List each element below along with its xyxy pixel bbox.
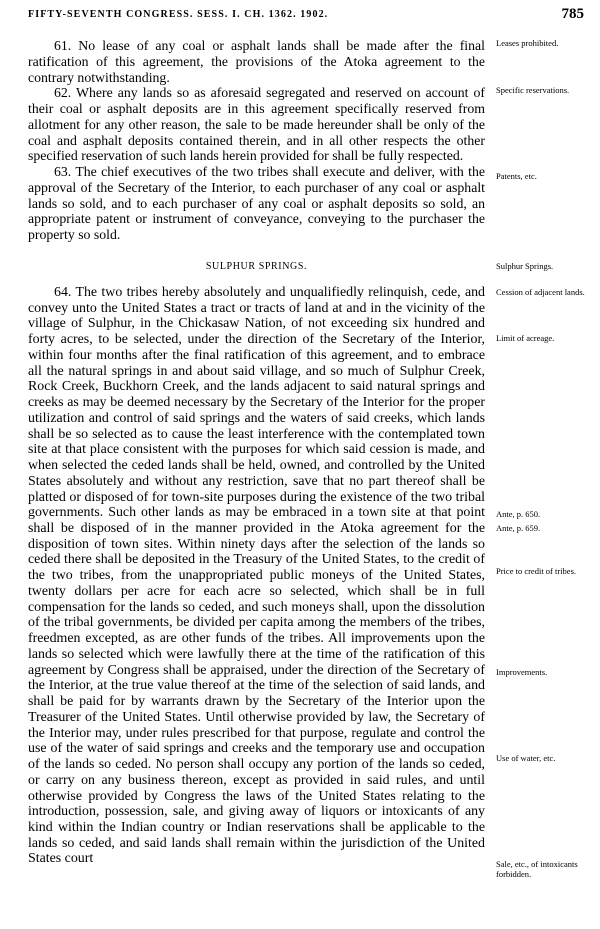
section-body	[28, 285, 485, 867]
margin-note-acreage: Limit of acreage.	[496, 333, 555, 343]
margin-note-intoxicants: Sale, etc., of intoxicants forbidden.	[496, 859, 578, 879]
margin-note-sulphur-springs: Sulphur Springs.	[496, 261, 554, 271]
top-paragraphs	[28, 38, 485, 243]
paragraph-62: 62. Where any lands so as aforesaid segregated and reserved on account of their coal or asphalt deposits are in this agreement specifically reserved from allotment for any other reason, the sale to be made hereunder shall be only of the coal and asphalt deposits contained therein, and in all other respects the other specified reservation of such lands herein provided for shall be fully respected.	[28, 85, 485, 164]
paragraph-61: 61. No lease of any coal or asphalt lands shall be made after the final ratification of this agreement, the provisions of the Atoka agreement to the contrary notwithstanding.	[28, 38, 485, 85]
margin-note-patents: Patents, etc.	[496, 171, 537, 181]
page-number: 785	[561, 6, 584, 22]
margin-note-improvements: Improvements.	[496, 667, 548, 677]
margin-note-ante-650: Ante, p. 650.	[496, 509, 541, 519]
margin-note-price: Price to credit of tribes.	[496, 566, 577, 576]
margin-note-ante-659: Ante, p. 659.	[496, 523, 541, 533]
margin-note-cession: Cession of adjacent lands.	[496, 287, 585, 297]
margin-note-leases: Leases prohibited.	[496, 38, 559, 48]
paragraph-64: 64. The two tribes hereby absolutely and unqualifiedly relinquish, cede, and convey unto the United States a tract or tracts of land at and in the vicinity of the village of Sulphur, in the Chickasaw Nation, of not exceeding six hundred and forty acres, to be selected, under the direction of the Secretary of the Interior, within four months after the final ratification of this agreement, and to embrace all the natural springs in and about said village, and so much of Sulphur Creek, Rock Creek, Buckhorn Creek, and the lands adjacent to said natural springs and creeks as may be deemed necessary by the Secretary of the Interior for the proper utilization and control of said springs and the waters of said creeks, which lands shall be so selected as to cause the least interference with the contemplated town site at that place consistent with the purposes for which said cession is made, and when selected the ceded lands shall be held, owned, and controlled by the United States absolutely and without any restriction, save that no part thereof shall be platted or disposed of for town-site purposes during the existence of the two tribal governments. Such other lands as may be embraced in a town site at that point shall be disposed of in the manner provided in the Atoka agreement for the disposition of town sites. Within ninety days after the selection of the lands so ceded there shall be deposited in the Treasury of the United States, to the credit of the two tribes, from the unappropriated public moneys of the United States, twenty dollars per acre for each acre so selected, which shall be in full compensation for the lands so ceded, and such moneys shall, upon the dissolution of the tribal governments, be divided per capita among the members of the tribes, freedmen excepted, as are other funds of the tribes. All improvements upon the lands so selected which were lawfully there at the time of the ratification of this agreement by Congress shall be appraised, under the direction of the Secretary of the Interior, at the true value thereof at the time of the selection of said lands, and shall be paid for by warrants drawn by the Secretary of the Interior upon the Treasurer of the United States. Until otherwise provided by law, the Secretary of the Interior may, under rules prescribed for that purpose, regulate and control the use of the water of said springs and creeks and the temporary use and occupation of the lands so ceded. No person shall occupy any portion of the lands so ceded, or carry on any business thereon, except as provided in said rules, and until otherwise provided by Congress the laws of the United States relating to the introduction, possession, sale, and giving away of liquors or intoxicants of any kind within the Indian country or Indian reservations shall be applicable to the lands so ceded, and said lands shall remain within the jurisdiction of the United States court	[28, 285, 485, 867]
running-header: FIFTY-SEVENTH CONGRESS. SESS. I. CH. 1362. 1902.	[28, 9, 329, 20]
margin-note-specific-reservations: Specific reservations.	[496, 85, 570, 95]
paragraph-63: 63. The chief executives of the two tribes shall execute and deliver, with the approval of the Secretary of the Interior, to each purchaser of any coal or asphalt lands so sold, and to each purchaser of any coal or asphalt deposits so sold, an appropriate patent or instrument of conveyance, conveying to the purchaser the property so sold.	[28, 164, 485, 242]
margin-note-water: Use of water, etc.	[496, 753, 556, 763]
section-heading: SULPHUR SPRINGS.	[205, 261, 308, 272]
